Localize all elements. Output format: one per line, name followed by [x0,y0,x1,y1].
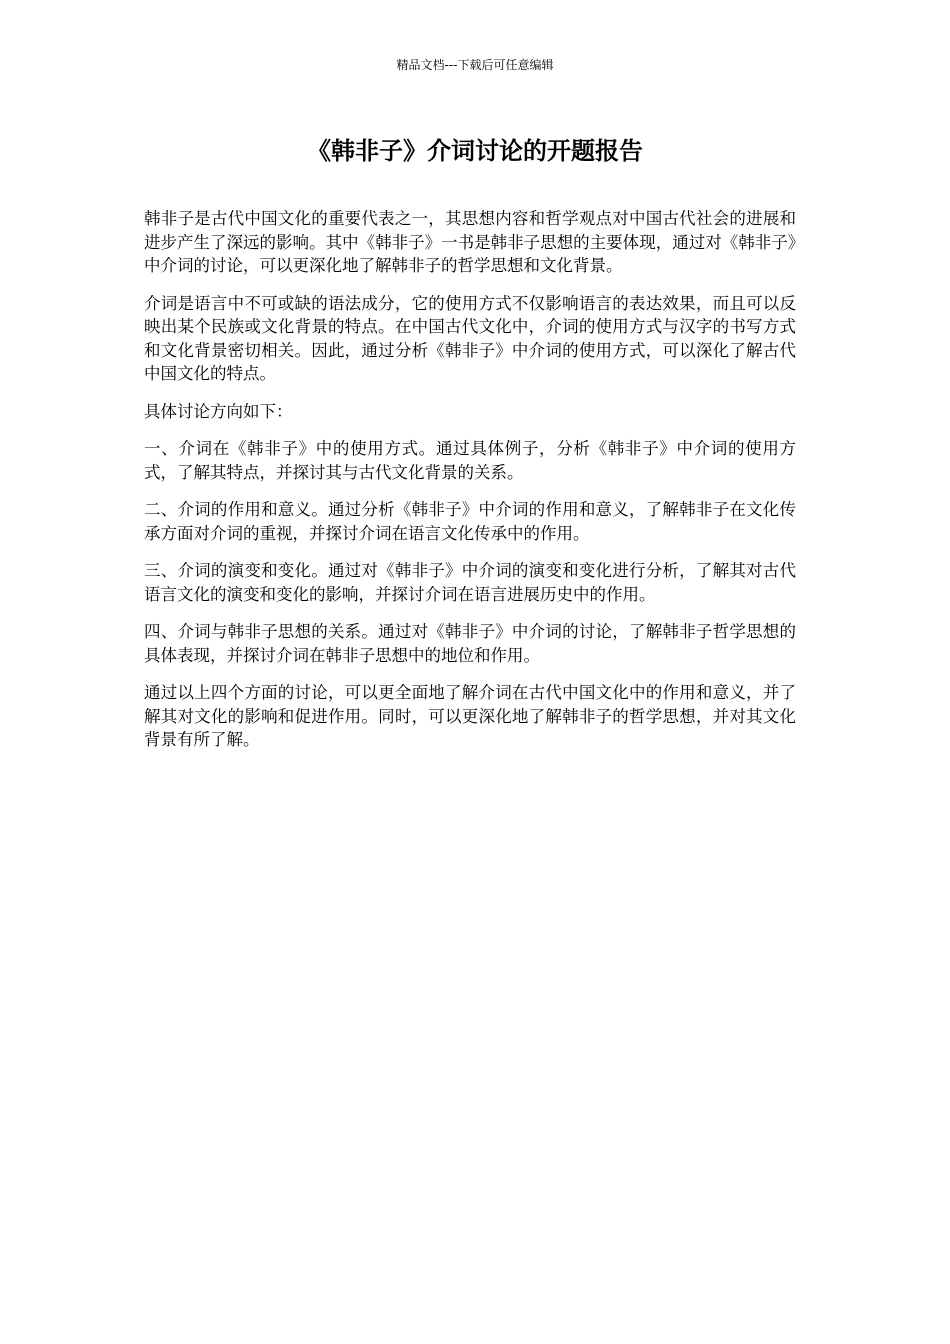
paragraph-direction-three: 三、介词的演变和变化。通过对《韩非子》中介词的演变和变化进行分析，了解其对古代语言文化的演变和变化的影响，并探讨介词在语言进展历史中的作用。 [144,561,796,604]
document-title: 《韩非子》介词讨论的开题报告 [307,137,643,165]
paragraph-direction-four: 四、介词与韩非子思想的关系。通过对《韩非子》中介词的讨论，了解韩非子哲学思想的具体表现，并探讨介词在韩非子思想中的地位和作用。 [144,622,796,665]
paragraph-conclusion: 通过以上四个方面的讨论，可以更全面地了解介词在古代中国文化中的作用和意义，并了解其对文化的影响和促进作用。同时，可以更深化地了解韩非子的哲学思想，并对其文化背景有所了解。 [144,683,796,749]
paragraph-direction-one: 一、介词在《韩非子》中的使用方式。通过具体例子，分析《韩非子》中介词的使用方式，了解其特点，并探讨其与古代文化背景的关系。 [144,439,796,482]
paragraph-intro: 韩非子是古代中国文化的重要代表之一，其思想内容和哲学观点对中国古代社会的进展和进步产生了深远的影响。其中《韩非子》一书是韩非子思想的主要体现，通过对《韩非子》中介词的讨论，可以更深化地了解韩非子的哲学思想和文化背景。 [144,209,796,275]
paragraph-directions-heading: 具体讨论方向如下： [144,401,293,421]
document-body [144,207,796,766]
header-note: 精品文档---下载后可任意编辑 [396,58,554,72]
paragraph-direction-two: 二、介词的作用和意义。通过分析《韩非子》中介词的作用和意义，了解韩非子在文化传承方面对介词的重视，并探讨介词在语言文化传承中的作用。 [144,500,796,543]
paragraph-preposition-definition: 介词是语言中不可或缺的语法成分，它的使用方式不仅影响语言的表达效果，而且可以反映出某个民族或文化背景的特点。在中国古代文化中，介词的使用方式与汉字的书写方式和文化背景密切相关。因此，通过分析《韩非子》中介词的使用方式，可以深化了解古代中国文化的特点。 [144,293,796,383]
